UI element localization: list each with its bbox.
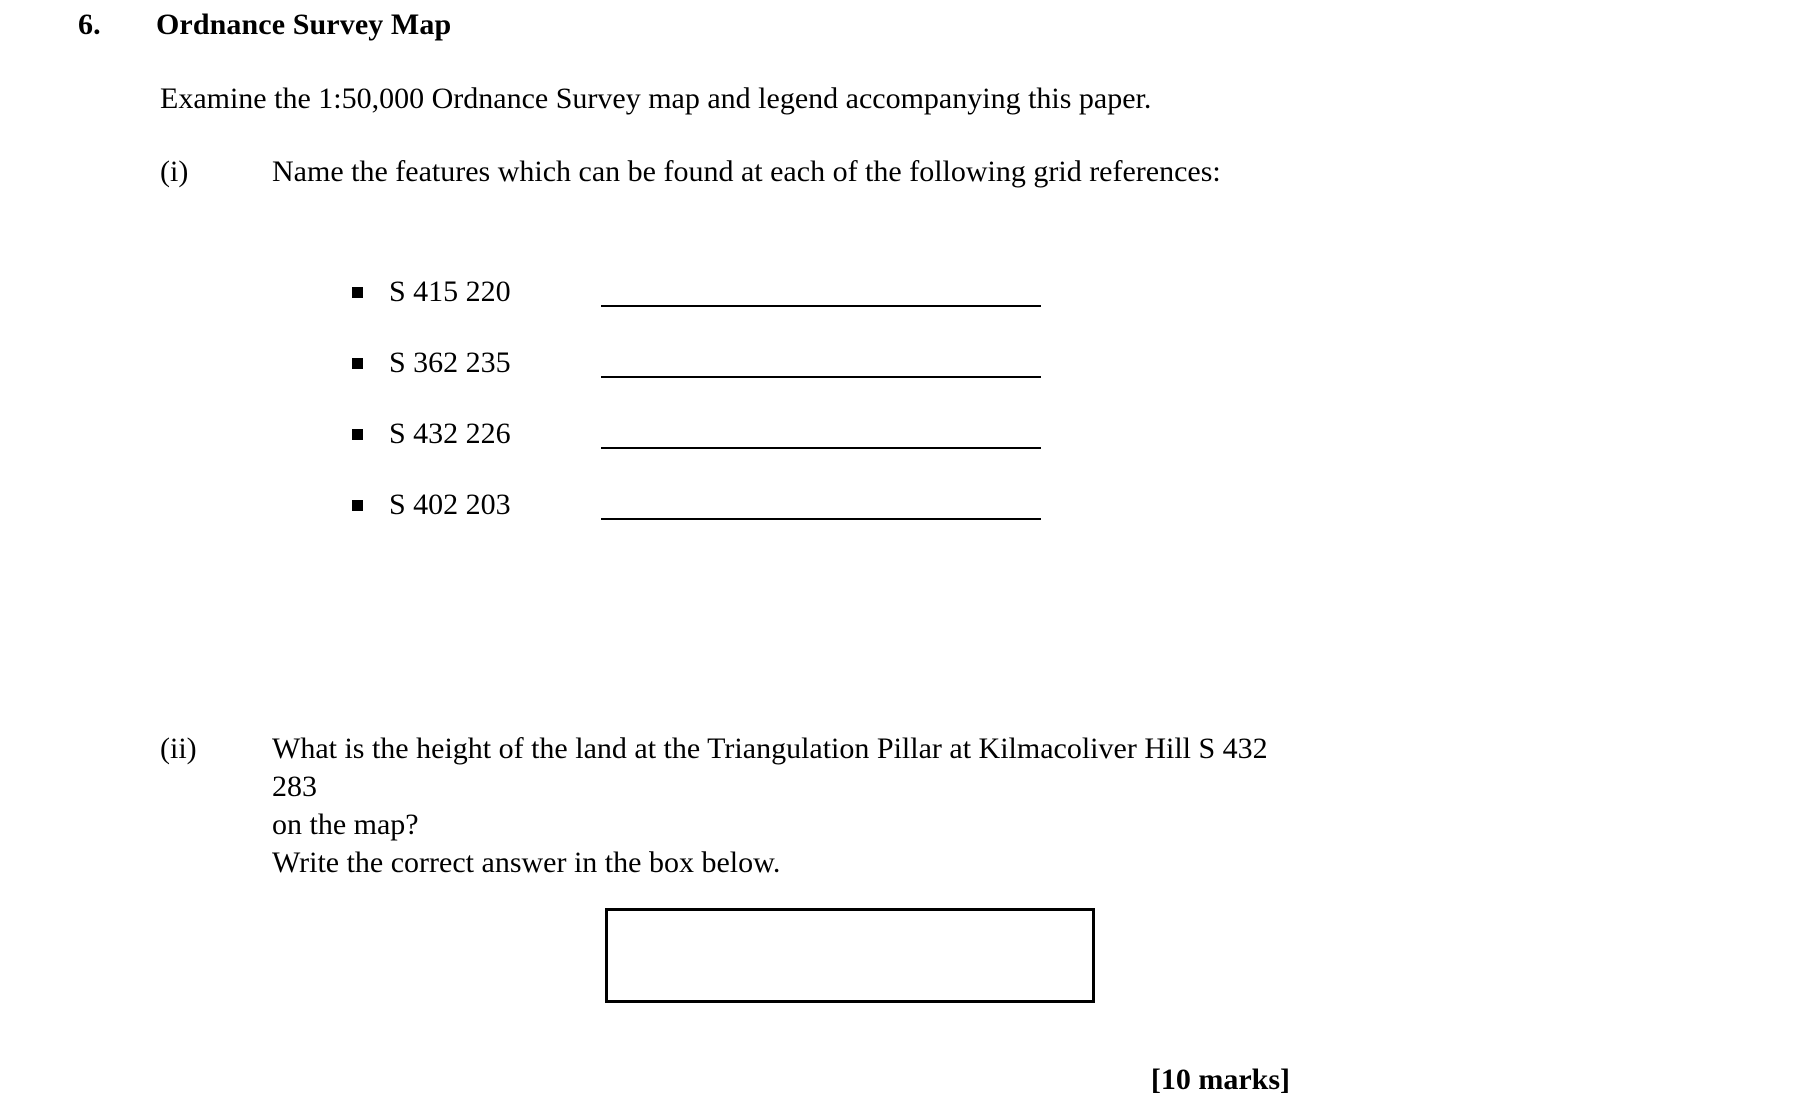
- grid-reference-list: [352, 256, 1041, 540]
- part-i: [160, 153, 1660, 191]
- part-i-label: (i): [160, 155, 189, 188]
- part-ii: [160, 730, 1720, 882]
- question-number: 6.: [78, 8, 101, 41]
- question-title: Ordnance Survey Map: [156, 8, 452, 41]
- list-item: [352, 469, 1041, 540]
- part-ii-text: [272, 730, 1282, 882]
- part-i-text: Name the features which can be found at each of the following grid references:: [272, 155, 1221, 188]
- grid-reference-code: S 432 226: [389, 416, 511, 450]
- question-heading: [78, 8, 451, 42]
- square-bullet-icon: [352, 358, 363, 369]
- part-ii-line-2: on the map?: [272, 808, 419, 842]
- marks-label: [10 marks]: [1150, 1063, 1290, 1096]
- answer-line[interactable]: [601, 446, 1041, 449]
- square-bullet-icon: [352, 287, 363, 298]
- answer-line[interactable]: [601, 517, 1041, 520]
- part-ii-line-1: What is the height of the land at the Triangulation Pillar at Kilmacoliver Hill S 432 283: [272, 732, 1268, 804]
- answer-line[interactable]: [601, 375, 1041, 378]
- list-item: [352, 398, 1041, 469]
- grid-reference-code: S 415 220: [389, 274, 511, 308]
- part-ii-line-3: Write the correct answer in the box below.: [272, 846, 781, 880]
- grid-reference-code: S 362 235: [389, 345, 511, 379]
- answer-line[interactable]: [601, 304, 1041, 307]
- list-item: [352, 256, 1041, 327]
- square-bullet-icon: [352, 500, 363, 511]
- question-intro-text: Examine the 1:50,000 Ordnance Survey map and legend accompanying this paper.: [160, 82, 1152, 115]
- grid-reference-code: S 402 203: [389, 487, 511, 521]
- square-bullet-icon: [352, 429, 363, 440]
- list-item: [352, 327, 1041, 398]
- answer-box[interactable]: [605, 908, 1095, 1003]
- part-ii-label: (ii): [160, 732, 197, 765]
